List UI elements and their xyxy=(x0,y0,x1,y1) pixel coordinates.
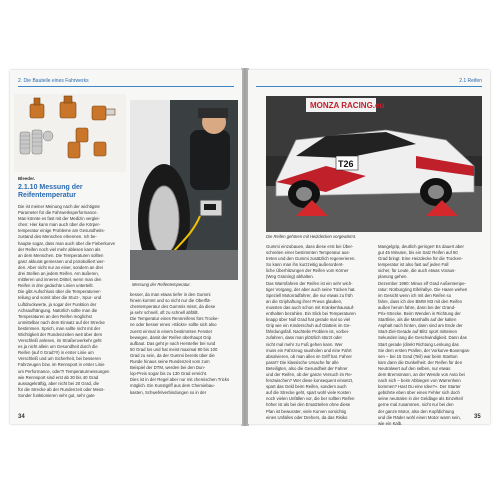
left-col1-line: aussagekräftig, aber nicht bei 20 Grad, die xyxy=(18,380,99,386)
bleeder-label: Bleeder. xyxy=(18,176,36,181)
left-col1-line: wie Rennsport sind erst ab 30 bis 40 Grad xyxy=(18,374,99,380)
right-col2-line: temperatur ist also fast auf jeden Fall xyxy=(378,262,449,268)
right-column-2 xyxy=(378,244,484,427)
right-col2-line: gerne mal zusammen, nicht nur bei den xyxy=(378,402,454,408)
left-col2-line: möglich. Ein Kunstgriff aus dem Chemiebau- xyxy=(130,383,215,389)
left-col2-line: 50 Grad los und hat meist maximal 80 bis 100 xyxy=(130,346,218,352)
right-col2-line: Start-Ziel-Gerade auf Blitz spürt mitteinen xyxy=(378,329,458,335)
left-col2-line: aufbaut. Das geht je nach Hersteller bei rund xyxy=(130,340,216,346)
right-col1-line: fenzwischen? Wer diese konsequent einsetzt, xyxy=(266,378,354,384)
right-col1-line: So kann man ihn kurzzeitig außerordent- xyxy=(266,262,344,268)
left-col1-line: unmittelbar nach dem Einsatz auf der Strecke xyxy=(18,319,105,325)
right-col1-line: und der Reifen, ob der ganze Versuch im Re- xyxy=(266,371,353,377)
right-col2-line: sicher, für Leute, die auch etwas Voraus- xyxy=(378,268,456,274)
right-col1-line: muss ein Fahrzeug rausholen und eine Fahrt xyxy=(266,347,352,353)
bleeder-photo xyxy=(14,94,126,172)
right-column-1 xyxy=(266,244,374,421)
left-col2-line: bewegen, damit der Reifen überhaupt Grip xyxy=(130,334,212,340)
left-col1-line: ganz akkurat gemessen und protokolliert wer- xyxy=(18,258,105,264)
right-col1-line: nicht mal mehr zu Fuß gehen kann. Wer xyxy=(266,341,343,347)
right-col2-line: dem Bremsmann, an der Wende von Auto bei xyxy=(378,371,465,377)
section-title-line2: Reifentemperatur xyxy=(18,192,76,199)
page-number-left: 34 xyxy=(18,414,25,420)
right-col1-line: fährdungsfall. Nachteile Problem ist, vorbei- xyxy=(266,329,350,335)
left-col1-line: für die Strecke ab der Rundenzeit oder Mess- xyxy=(18,386,105,392)
left-col2-line: Beispiel der DTM, werden bei den Dun- xyxy=(130,365,206,371)
right-col2-line: seine neutralen in der Geldlage als Einzelteil xyxy=(378,396,463,402)
right-col1-line: auf die Strecke geht, spart wohl viele Kosten xyxy=(266,390,351,396)
right-col2-line: außen herum fahre, dann bei der Grand- xyxy=(378,304,456,310)
right-col2-line: und die Räder wohl einen Motor warm sein, xyxy=(378,414,461,420)
left-col1-line: Man könnte es fast mit der Medizin verglei- xyxy=(18,216,100,222)
right-col1-line: noch vielen Unfällen vor, die ber sollten Reifen xyxy=(266,396,355,402)
left-col2-line: kasten, Schwefelverbindungen so in der xyxy=(130,389,207,395)
right-page xyxy=(248,70,490,424)
left-col2-line: Grad zu sein, da der Gummi bereits über die xyxy=(130,352,215,358)
left-col1-line: um Performance, oder?! Temperaturmessungen xyxy=(18,368,110,374)
right-col1-line: Grip wie ein Kinderschuh auf Glatteis im Ge- xyxy=(266,323,351,329)
right-col1-line: absolvieren, ob man alles im Griff hat. Fahrer xyxy=(266,353,352,359)
right-col2-line: Mangelgrip, deutlich geringer! Es dauert aber xyxy=(378,244,464,249)
left-col1-line: an dem Menschen. Die Temperaturen sollten xyxy=(18,252,104,258)
left-col1-line: Luftdruckwerte, ja sogar der Funktion der xyxy=(18,301,97,307)
right-col2-line: gebührte eben über einen Fehler sich doch xyxy=(378,390,460,396)
left-col1-line: bestimmen. Sprich, man sollte nicht mit der xyxy=(18,325,101,331)
right-col1-line: mussten das auch schon mit Krankenhausauf- xyxy=(266,304,355,310)
race-car-photo xyxy=(266,96,482,232)
left-col1-line: zustand des Menschen erkennen. Ich be- xyxy=(18,234,97,240)
left-col1-line: es ja nicht allein um Gesundheit durch die xyxy=(18,344,98,350)
left-col2-line: Die Temperatur eines Rennreifens fürs Trocke- xyxy=(130,316,220,322)
right-col1-line: passt? Die klassische Ursache für alle xyxy=(266,359,339,365)
right-col1-line: höher ist als bei den Ersatzteilen ohne diese xyxy=(266,402,351,408)
right-col2-line: planung gehen. xyxy=(378,274,408,280)
right-col2-line: wie ein Kalb. xyxy=(378,420,403,426)
section-title-line1: 2.1.10 Messung der xyxy=(18,184,83,191)
right-col1-line: Das Warmfahren der Reifen ist ein sehr wich- xyxy=(266,280,353,286)
tire-temperature-caption: Messung der Reifentemperatur. xyxy=(132,282,191,287)
left-col1-line: Temperaturen an den Reifen möglichst xyxy=(18,313,92,319)
right-col2-line: nach sich – beim Abbiegen von Warrenhein xyxy=(378,378,461,384)
right-col1-line: Speziell Motorradfahrer, die nur etwas zu früh xyxy=(266,292,353,298)
right-col2-line: Start gerade (direkt Richtung Lenkung das xyxy=(378,341,459,347)
left-column-2 xyxy=(130,292,236,396)
right-col1-line: liche Überhitzungen der Reifen vom Körner xyxy=(266,268,349,274)
right-col1-line: eines Unfalles oder Drehers, da das Risiko xyxy=(266,414,348,420)
left-col1-line: chen: Hier kann man auch über die Körper- xyxy=(18,222,101,228)
left-col2-line: ja sehr schnell, oft zu schnell abfällt. xyxy=(130,310,199,316)
right-col2-line: der ganze Motor, also den Kopfdichtung xyxy=(378,408,454,414)
tire-temperature-photo xyxy=(130,100,238,280)
right-col2-line: Prix-Strecke. Beim Wenden in Richtung der xyxy=(378,311,461,317)
left-col1-line: Die gibt Aufschluss über die Temperaturver- xyxy=(18,289,102,295)
right-col1-line: treten und den Gummi zusätzlich regenerieren. xyxy=(266,256,356,262)
right-col1-line: Beteiligten, also die Gesundheit der Fahrer xyxy=(266,365,348,371)
right-col1-line: (Weg Graining) abhalten. xyxy=(266,274,314,280)
left-col2-line: chentemperatur des Gummis misst, da diese xyxy=(130,304,216,310)
left-col2-line: lop-Preis sogar bis zu 130 Grad erreicht. xyxy=(130,371,208,377)
car-number-text: T26 xyxy=(338,159,354,169)
left-col1-line: Sonder funktionieren sehr gut, sehr gute xyxy=(18,392,95,398)
left-col1-line: Verschleiß und um Sicherheit, bei besseren xyxy=(18,356,101,362)
left-col1-line: mittleren und inneren Drittel, wenn man den xyxy=(18,277,102,283)
right-col1-line: schreiten einer bestimmten Temperatur aus- xyxy=(266,250,350,256)
left-column-1 xyxy=(18,204,126,399)
left-col1-line: Achsaufhängung. Natürlich sollte man die xyxy=(18,307,98,313)
page-number-right: 35 xyxy=(474,414,481,420)
left-col1-line: Verschleiß anlesen, im Straßenverkehr geht xyxy=(18,338,102,344)
right-page-header: 2.1 Reifen xyxy=(256,76,482,87)
left-col2-line: zuerst einmal in einem bestimmten Fenster xyxy=(130,328,213,334)
right-col2-line: kam dann die Dunkelheit: der Reifen für den xyxy=(378,359,463,365)
right-col2-line: kommen? Hast Du eine Idee?«. Der Starter xyxy=(378,384,461,390)
left-col1-line: Reifen in drei gedachte Linien unterteilt. xyxy=(18,283,94,289)
left-col1-line: den. Aber nicht nur an einer, sondern an drei xyxy=(18,264,103,270)
right-col2-line: Sie dem ersten Prallen, der Vorkurve-Boxengas- xyxy=(378,347,471,353)
left-col2-line: Runde hinaus seine Rundenzeit vom zum xyxy=(130,359,210,365)
right-col2-line: Grad bringt. Eine Heizdecke für die Trocken- xyxy=(378,256,463,262)
banner-text: MONZA RACING.eu xyxy=(310,101,385,110)
right-col1-line: enthalten bezahlen. Ein Slick bei Temperaturen xyxy=(266,311,356,317)
right-col2-line: im Gesicht wenn ich mit den Reifen so xyxy=(378,292,452,298)
race-car-caption: Die Reifen gehören mit Heizdecken vorgewärmt. xyxy=(266,234,357,239)
right-col2-line: Startlinie, als die Marshalls auf der kalten xyxy=(378,317,457,323)
right-col1-line: spart das Geld beim Reifen, sondern auch xyxy=(266,384,347,390)
left-col2-line: ne oder besser eines »Slicks« sollte sich also xyxy=(130,322,217,328)
left-col1-line: temperatur einige Probleme am Gesundheits- xyxy=(18,228,105,234)
right-col1-line: tiger Vorgang, der aber auch seine Tücken hat. xyxy=(266,286,356,292)
right-col1-line: Plan ist bewusster, viele Kurven vorsichtig xyxy=(266,408,347,414)
left-col1-line: Reifen (auf 0 Grad?!!) in erster Linie um xyxy=(18,350,94,356)
left-col2-line: hinein kommt und so nicht nur die Oberflä- xyxy=(130,298,211,304)
right-col2-line: Neutralwert auf den selben, nur etwas xyxy=(378,365,451,371)
right-col2-line: fahre, dass ich den BMW M3 mit den Reifen xyxy=(378,298,463,304)
left-col1-line: haupte sogar, dass man auch über die Fieberkurve xyxy=(18,240,115,246)
right-col2-line: Dezember 1990: Minus elf Grad Außentempe- xyxy=(378,280,466,286)
left-col2-line: besser, da man etwas tiefer in den Gummi xyxy=(130,292,211,297)
right-col1-line: an die Griphaftung ihrer Pneus glauben, xyxy=(266,298,343,304)
right-col2-line: sen – bei 15 Grad (Teil) war beim Startton xyxy=(378,353,458,359)
left-col1-line: teilung und somit über die Sturz-, Spur- und xyxy=(18,295,102,301)
left-col1-line: Wichtigkeit der Rundenzeiten weit über dem xyxy=(18,331,103,337)
left-col1-line: Fahrzeugen bzw. im Rennsport in erster Linie xyxy=(18,362,105,368)
left-page xyxy=(10,70,242,424)
right-col2-line: ratur: Nürburgring Eifelrallye. Die Haare wehen xyxy=(378,286,468,292)
left-col2-line: Dies ist in der Regel aber nur mit chemischen Tricks xyxy=(130,377,230,383)
left-col1-line: Parameter für die Fahrwerksperformance. xyxy=(18,210,98,216)
right-col2-line: gut 45 Minuten, bis ein Satz Reifen auf 80 xyxy=(378,250,458,256)
right-col1-line: zufahren, dass man plötzlich stürzt oder xyxy=(266,335,342,341)
right-col1-line: knapp über Null Grad hat gerade mal so viel xyxy=(266,317,351,323)
right-col2-line: Asphalt nach hinten, dann sind am Ende der xyxy=(378,323,463,329)
left-col1-line: der Reifen noch viel mehr ablesen kann als xyxy=(18,246,101,252)
left-page-header: 2. Die Bauteile eines Fahrwerks xyxy=(18,76,234,87)
left-col1-line: Die ist meiner Meinung nach der wichtigste xyxy=(18,204,100,209)
right-col2-line: Sekunden lang die Geschwindigkeit. Dann das xyxy=(378,335,467,341)
right-col1-line: Gummi einzubauen, dass diese erst bei Über- xyxy=(266,244,354,249)
left-col1-line: drei Stellen an jedem Reifen. Am äußeren, xyxy=(18,271,99,277)
